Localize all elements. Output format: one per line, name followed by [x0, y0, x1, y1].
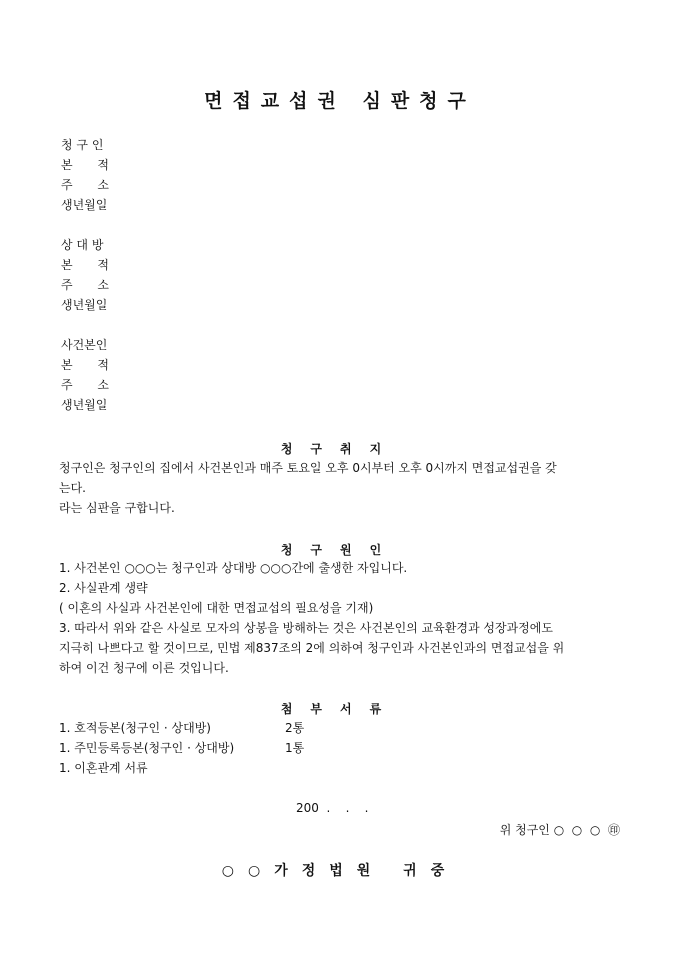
purpose-heading: 청구취지: [280, 442, 400, 456]
claimant-address-label: [61, 175, 109, 195]
respondent-label: 상 대 방: [61, 238, 104, 252]
cause-line: 1. 사건본인 ○○○는 청구인과 상대방 ○○○간에 출생한 자입니다.: [59, 561, 408, 575]
attachment-item: [59, 758, 459, 778]
principal-label: 사건본인: [61, 338, 108, 352]
purpose-text: [59, 458, 624, 518]
claimant-birth-label: 생년월일: [61, 198, 108, 212]
purpose-line: 청구인은 청구인의 집에서 사건본인과 매주 토요일 오후 0시부터 오후 0시까지 면접교섭권을 갖: [59, 461, 557, 475]
claimant-address-char-2: 소: [97, 178, 109, 192]
attachment-qty: 1통: [285, 741, 305, 755]
cause-line: 하여 이건 청구에 이른 것입니다.: [59, 661, 229, 675]
court-addressee: ○○가정법원 귀중: [221, 863, 459, 879]
respondent-domicile-label: [61, 255, 109, 275]
principal-birth-label: 생년월일: [61, 398, 108, 412]
respondent-domicile-char-1: 본: [61, 258, 73, 272]
cause-line: 3. 따라서 위와 같은 사실로 모자의 상봉을 방해하는 것은 사건본인의 교육환경과 성장과정에도: [59, 621, 553, 635]
attachments-heading: 첨부서류: [280, 702, 400, 716]
respondent-block: [61, 235, 201, 315]
principal-address-label: [61, 375, 109, 395]
principal-address-char-2: 소: [97, 378, 109, 392]
attachment-name: 1. 이혼관계 서류: [59, 761, 148, 775]
claimant-block: [61, 135, 201, 215]
attachment-qty: 2통: [285, 721, 305, 735]
claimant-domicile-char-2: 적: [97, 158, 109, 172]
attachment-item: [59, 738, 459, 758]
principal-block: [61, 335, 201, 415]
respondent-address-label: [61, 275, 109, 295]
attachment-name: 1. 주민등록등본(청구인 · 상대방): [59, 741, 235, 755]
principal-domicile-char-1: 본: [61, 358, 73, 372]
attachment-item: [59, 718, 459, 738]
principal-domicile-label: [61, 355, 109, 375]
principal-address-char-1: 주: [61, 378, 73, 392]
purpose-line: 라는 심판을 구합니다.: [59, 501, 175, 515]
claimant-label: 청 구 인: [61, 138, 104, 152]
cause-heading: 청구원인: [280, 543, 400, 557]
cause-line: ( 이혼의 사실과 사건본인에 대한 면접교섭의 필요성을 기재): [59, 601, 374, 615]
cause-text: [59, 558, 624, 678]
cause-line: 2. 사실관계 생략: [59, 581, 148, 595]
claimant-domicile-char-1: 본: [61, 158, 73, 172]
attachments-list: [59, 718, 459, 778]
claimant-signature-line: 위 청구인 ○ ○ ○ ㊞: [499, 823, 620, 837]
respondent-birth-label: 생년월일: [61, 298, 108, 312]
claimant-domicile-label: [61, 155, 109, 175]
cause-line: 지극히 나쁘다고 할 것이므로, 민법 제837조의 2에 의하여 청구인과 사건본인과의 면접교섭을 위: [59, 641, 565, 655]
purpose-line: 는다.: [59, 481, 86, 495]
filing-date: 200 . . .: [296, 801, 369, 815]
respondent-address-char-1: 주: [61, 278, 73, 292]
respondent-address-char-2: 소: [97, 278, 109, 292]
principal-domicile-char-2: 적: [97, 358, 109, 372]
document-title: 면접교섭권 심판청구: [204, 90, 476, 112]
attachment-name: 1. 호적등본(청구인 · 상대방): [59, 721, 211, 735]
claimant-address-char-1: 주: [61, 178, 73, 192]
respondent-domicile-char-2: 적: [97, 258, 109, 272]
